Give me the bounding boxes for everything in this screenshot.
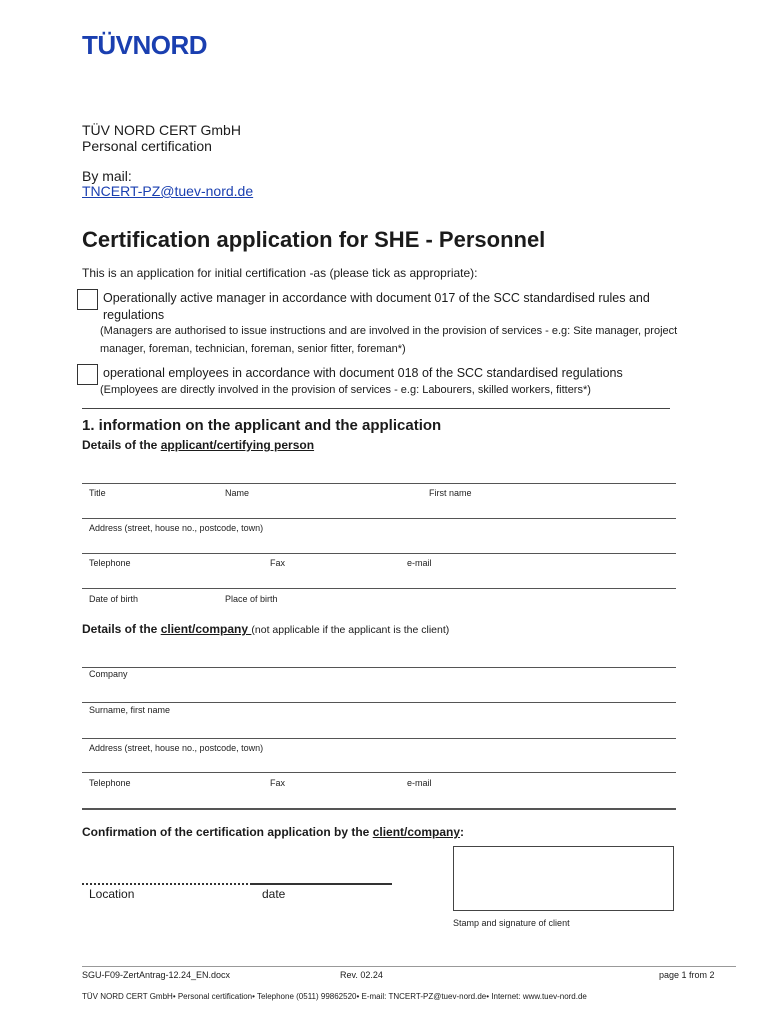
client-heading-link: client/company bbox=[160, 622, 252, 636]
email-link[interactable]: TNCERT-PZ@tuev-nord.de bbox=[82, 183, 254, 199]
form-line bbox=[82, 518, 676, 519]
form-line bbox=[82, 667, 676, 668]
option-manager-line1: Operationally active manager in accordance with document 017 of the SCC standardised rules and bbox=[103, 291, 650, 305]
form-line bbox=[82, 553, 676, 554]
form-line bbox=[82, 772, 676, 773]
by-mail-label: By mail: bbox=[82, 168, 132, 184]
confirmation-suffix: : bbox=[460, 825, 465, 839]
form-line bbox=[82, 588, 676, 589]
stamp-label: Stamp and signature of client bbox=[453, 918, 570, 928]
section1-heading: 1. information on the applicant and the application bbox=[82, 417, 442, 434]
tuv-nord-logo: TÜVNORD bbox=[82, 30, 208, 60]
option-manager-note2: manager, foreman, technician, foreman, senior fitter, foreman*) bbox=[100, 343, 406, 355]
manager-checkbox[interactable] bbox=[77, 289, 98, 310]
option-manager-line2: regulations bbox=[103, 308, 165, 322]
footer-contact: TÜV NORD CERT GmbH• Personal certification• Telephone (0511) 99862520• E-mail: TNCERT-PZ@tuev-nord.de• Internet: www.tuev-nord.de bbox=[82, 992, 587, 1001]
name-label: Name bbox=[225, 488, 250, 498]
dob-label: Date of birth bbox=[89, 594, 139, 604]
form-line bbox=[82, 738, 676, 739]
intro-text: This is an application for initial certification -as (please tick as appropriate): bbox=[82, 266, 478, 280]
applicant-heading-link: applicant/certifying person bbox=[160, 438, 315, 452]
client-heading-note: (not applicable if the applicant is the client) bbox=[251, 624, 450, 636]
client-fax-label: Fax bbox=[270, 778, 286, 788]
applicant-heading-prefix: Details of the bbox=[82, 438, 161, 452]
org-dept: Personal certification bbox=[82, 138, 212, 154]
applicant-address-label: Address (street, house no., postcode, town) bbox=[89, 523, 264, 533]
option-employee-note1: (Employees are directly involved in the provision of services - e.g: Labourers, skilled workers, fitters*) bbox=[100, 384, 591, 396]
footer-page: page 1 from 2 bbox=[659, 970, 715, 980]
confirmation-prefix: Confirmation of the certification application by the bbox=[82, 825, 373, 839]
section-divider bbox=[82, 408, 670, 409]
surname-label: Surname, first name bbox=[89, 705, 171, 715]
date-line bbox=[252, 883, 392, 885]
applicant-fax-label: Fax bbox=[270, 558, 286, 568]
form-line bbox=[82, 702, 676, 703]
client-email-label: e-mail bbox=[407, 778, 432, 788]
footer-doc: SGU-F09-ZertAntrag-12.24_EN.docx bbox=[82, 970, 231, 980]
client-address-label: Address (street, house no., postcode, town) bbox=[89, 743, 264, 753]
first-name-label: First name bbox=[429, 488, 472, 498]
footer-divider bbox=[82, 966, 736, 967]
applicant-email-label: e-mail bbox=[407, 558, 432, 568]
title-label: Title bbox=[89, 488, 106, 498]
pob-label: Place of birth bbox=[225, 594, 278, 604]
confirmation-heading bbox=[82, 825, 464, 839]
org-name: TÜV NORD CERT GmbH bbox=[82, 122, 241, 138]
client-heading bbox=[82, 622, 449, 636]
employee-checkbox[interactable] bbox=[77, 364, 98, 385]
option-employee-line1: operational employees in accordance with document 018 of the SCC standardised regulations bbox=[103, 366, 623, 380]
applicant-telephone-label: Telephone bbox=[89, 558, 131, 568]
applicant-heading bbox=[82, 438, 314, 452]
form-line bbox=[82, 483, 676, 484]
client-telephone-label: Telephone bbox=[89, 778, 131, 788]
form-line bbox=[82, 808, 676, 810]
footer-rev: Rev. 02.24 bbox=[340, 970, 383, 980]
confirmation-link: client/company bbox=[372, 825, 461, 839]
location-label: Location bbox=[89, 887, 135, 901]
client-heading-prefix: Details of the bbox=[82, 622, 161, 636]
page-title: Certification application for SHE - Personnel bbox=[82, 227, 546, 252]
date-label: date bbox=[262, 887, 286, 901]
stamp-box[interactable] bbox=[453, 846, 674, 911]
option-manager-note1: (Managers are authorised to issue instructions and are involved in the provision of services - e.g: Site manager, project bbox=[100, 325, 678, 337]
location-line bbox=[82, 883, 252, 885]
company-label: Company bbox=[89, 669, 128, 679]
